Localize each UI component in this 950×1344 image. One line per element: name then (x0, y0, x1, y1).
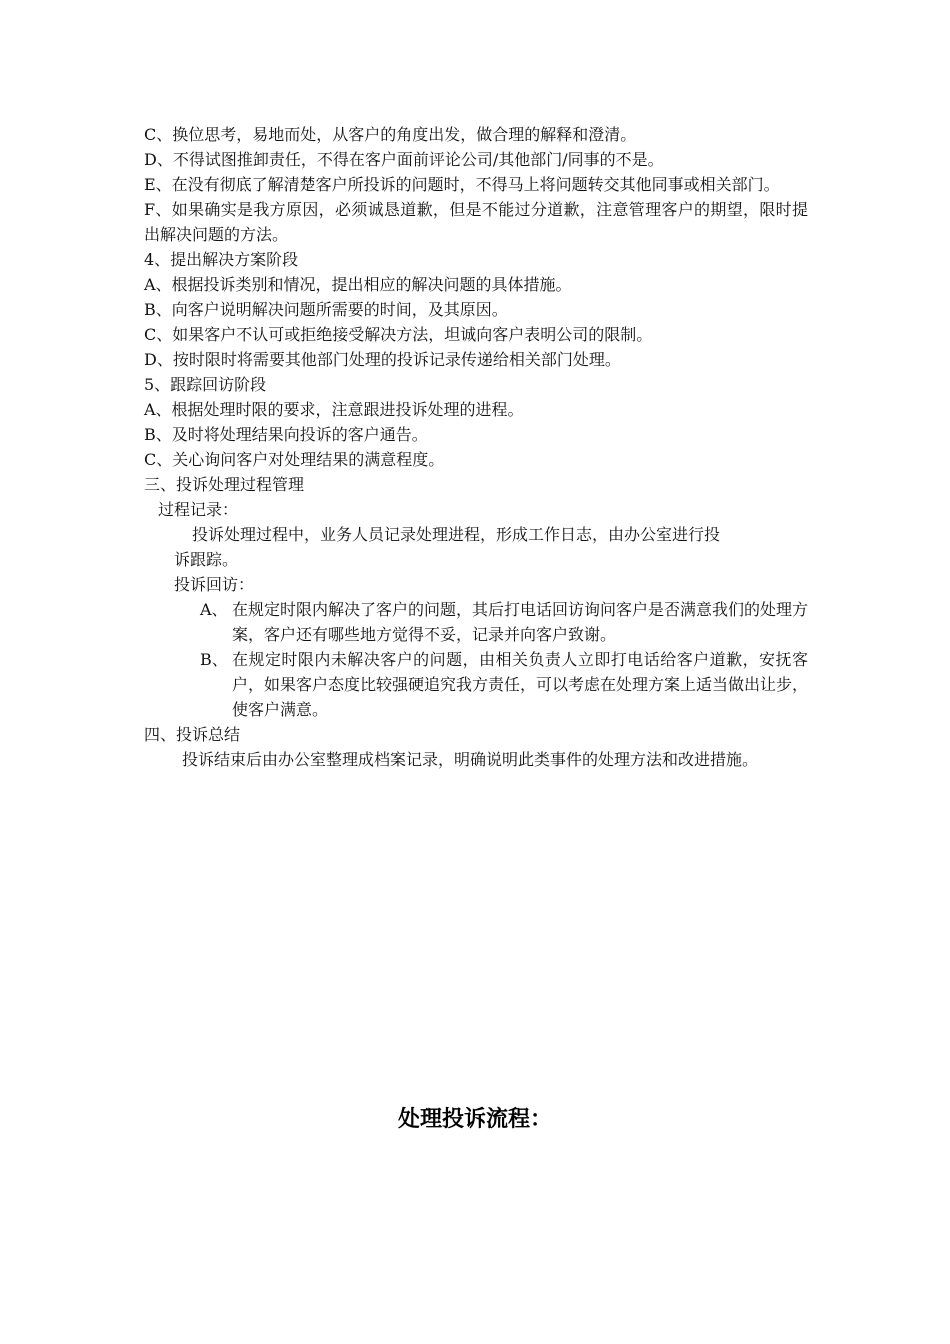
stage4-item-c: C、如果客户不认可或拒绝接受解决方法，坦诚向客户表明公司的限制。 (144, 325, 653, 344)
section4-heading: 四、投诉总结 (144, 725, 241, 744)
stage5-item-c: C、关心询问客户对处理结果的满意程度。 (144, 450, 445, 469)
section4-summary: 投诉结束后由办公室整理成档案记录，明确说明此类事件的处理方法和改进措施。 (182, 750, 759, 769)
process-record-text-line-1: 投诉处理过程中，业务人员记录处理进程，形成工作日志，由办公室进行投 (192, 525, 721, 544)
flow-title: 处理投诉流程： (397, 1107, 552, 1132)
process-record-label: 过程记录： (158, 500, 239, 519)
stage3-item-c: C、换位思考，易地而处，从客户的角度出发，做合理的解释和澄清。 (144, 125, 637, 144)
follow-up-item-a-text: 在规定时限内解决了客户的问题，其后打电话回访询问客户是否满意我们的处理方案，客户还有哪些地方觉得不妥，记录并向客户致谢。 (232, 600, 809, 644)
follow-up-label: 投诉回访： (174, 575, 255, 594)
stage4-item-b: B、向客户说明解决问题所需要的时间，及其原因。 (144, 300, 508, 319)
stage3-item-e: E、在没有彻底了解清楚客户所投诉的问题时，不得马上将问题转交其他同事或相关部门。 (144, 175, 780, 194)
stage4-item-d: D、按时限时将需要其他部门处理的投诉记录传递给相关部门处理。 (144, 350, 621, 369)
stage3-item-d: D、不得试图推卸责任，不得在客户面前评论公司/其他部门/同事的不是。 (144, 150, 664, 169)
stage4-heading: 4、提出解决方案阶段 (144, 250, 299, 269)
stage3-item-f: F、如果确实是我方原因，必须诚恳道歉，但是不能过分道歉，注意管理客户的期望，限时提出解决问题的方法。 (144, 200, 808, 244)
stage5-item-a: A、根据处理时限的要求，注意跟进投诉处理的进程。 (144, 400, 524, 419)
follow-up-item-b-text: 在规定时限内未解决客户的问题，由相关负责人立即打电话给客户道歉，安抚客户，如果客户态度比较强硬追究我方责任，可以考虑在处理方案上适当做出让步，使客户满意。 (232, 650, 809, 719)
follow-up-item-b-marker: B、 (200, 650, 228, 669)
stage4-item-a: A、根据投诉类别和情况，提出相应的解决问题的具体措施。 (144, 275, 572, 294)
process-record-text-line-2: 诉跟踪。 (174, 550, 239, 569)
document-body (144, 122, 808, 772)
follow-up-item-b (200, 647, 809, 722)
follow-up-item-a-marker: A、 (200, 600, 228, 619)
stage5-heading: 5、跟踪回访阶段 (144, 375, 267, 394)
follow-up-item-a (200, 597, 809, 647)
section3-heading: 三、投诉处理过程管理 (144, 475, 305, 494)
process-record-paragraph (174, 522, 808, 572)
stage5-item-b: B、及时将处理结果向投诉的客户通告。 (144, 425, 428, 444)
